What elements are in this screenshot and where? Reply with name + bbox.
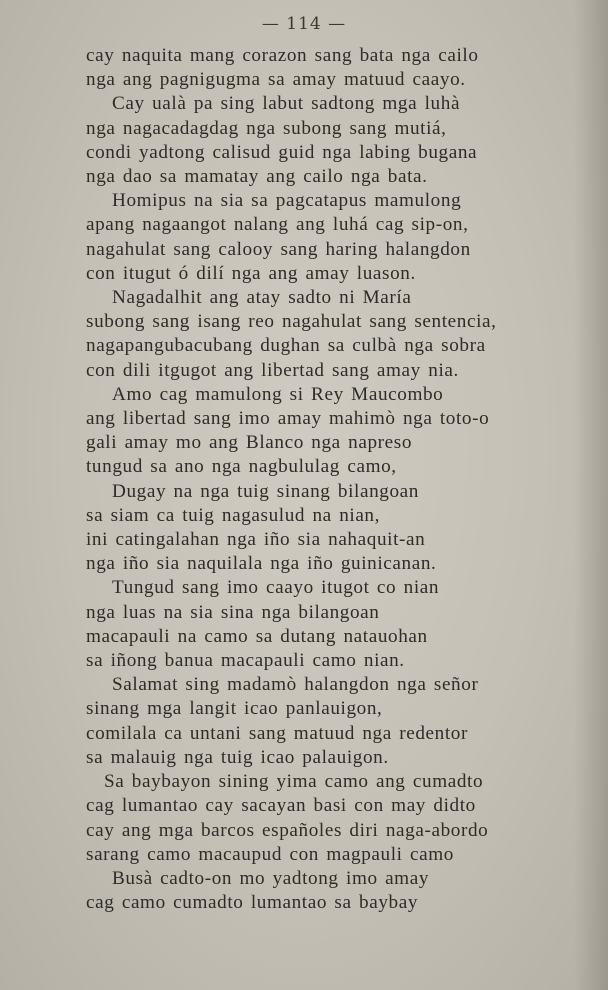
text-line: Tungud sang imo caayo itugot co nian: [112, 577, 440, 599]
page-number: — 114 —: [261, 14, 347, 34]
text-line: macapauli na camo sa dutang natauohan: [86, 625, 428, 647]
text-line: nagahulat sang calooy sang haring halangdon: [86, 238, 471, 260]
text-line: apang nagaangot nalang ang luhá cag sip-on,: [86, 214, 469, 236]
text-line: cag camo cumadto lumantao sa baybay: [86, 892, 419, 914]
text-line: subong sang isang reo nagahulat sang sentencia,: [86, 311, 497, 333]
text-line: nga nagacadagdag nga subong sang mutiá,: [86, 117, 447, 139]
text-line: nga ang pagnigugma sa amay matuud caayo.: [86, 69, 466, 91]
text-line: nga iño sia naquilala nga iño guinicanan.: [86, 553, 437, 575]
text-line: Cay ualà pa sing labut sadtong mga luhà: [112, 93, 461, 115]
text-line: sa iñong banua macapauli camo nian.: [86, 650, 405, 672]
text-line: Homipus na sia sa pagcatapus mamulong: [112, 190, 462, 212]
text-line: sarang camo macaupud con magpauli camo: [86, 843, 454, 865]
text-line: gali amay mo ang Blanco nga napreso: [86, 432, 413, 454]
text-line: nagapangubacubang dughan sa culbà nga sobra: [86, 335, 486, 357]
text-line: nga luas na sia sina nga bilangoan: [86, 601, 380, 623]
text-line: cag lumantao cay sacayan basi con may didto: [86, 795, 476, 817]
text-line: Dugay na nga tuig sinang bilangoan: [112, 480, 419, 502]
text-line: nga dao sa mamatay ang cailo nga bata.: [86, 166, 428, 188]
text-line: sa siam ca tuig nagasulud na nian,: [86, 504, 381, 526]
text-line: con dili itgugot ang libertad sang amay nia.: [86, 359, 459, 381]
text-line: sinang mga langit icao panlauigon,: [86, 698, 383, 720]
text-line: ini catingalahan nga iño sia nahaquit-an: [86, 529, 426, 551]
text-line: Sa baybayon sining yima camo ang cumadto: [104, 771, 484, 793]
text-line: condi yadtong calisud guid nga labing bugana: [86, 141, 478, 163]
text-line: sa malauig nga tuig icao palauigon.: [86, 746, 389, 768]
text-line: Busà cadto-on mo yadtong imo amay: [112, 867, 430, 889]
text-line: Amo cag mamulong si Rey Maucombo: [112, 383, 444, 405]
text-line: tungud sa ano nga nagbululag camo,: [86, 456, 397, 478]
poem-text-block: [86, 44, 586, 915]
text-line: comilala ca untani sang matuud nga redentor: [86, 722, 468, 744]
text-line: Nagadalhit ang atay sadto ni María: [112, 287, 412, 309]
text-line: ang libertad sang imo amay mahimò nga toto-o: [86, 408, 490, 430]
text-line: cay ang mga barcos españoles diri naga-abordo: [86, 819, 489, 841]
text-line: cay naquita mang corazon sang bata nga cailo: [86, 45, 479, 66]
text-line: con itugut ó dilí nga ang amay luason.: [86, 262, 416, 284]
text-line: Salamat sing madamò halangdon nga señor: [112, 674, 479, 696]
